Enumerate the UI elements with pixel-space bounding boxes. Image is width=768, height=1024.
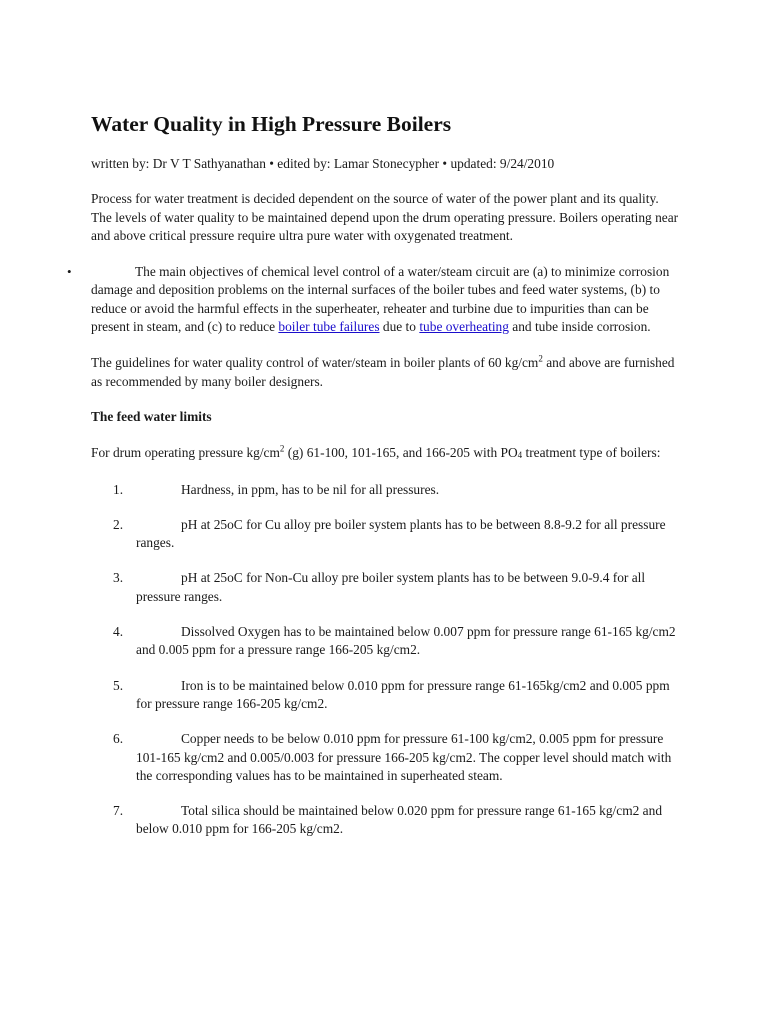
feed-water-limits-list: [91, 481, 681, 839]
list-item: [91, 730, 681, 785]
article-byline: written by: Dr V T Sathyanathan • edited by: Lamar Stonecypher • updated: 9/24/2010: [91, 156, 555, 171]
boiler-tube-failures-link[interactable]: boiler tube failures: [278, 319, 380, 335]
drum-text-middle: (g) 61-100, 101-165, and 166-205 with PO: [284, 445, 518, 461]
list-item-number: 3.: [113, 570, 124, 586]
tube-overheating-link[interactable]: tube overheating: [419, 319, 509, 335]
drum-text-after: treatment type of boilers:: [522, 445, 661, 461]
drum-superscript: 2: [279, 443, 285, 454]
list-item-text: Dissolved Oxygen has to be maintained below 0.007 ppm for pressure range 61-165 kg/cm2 and 0.005 ppm for a pressure range 166-205 kg/cm2.: [136, 624, 676, 658]
objectives-text: [91, 263, 681, 336]
list-item-number: 7.: [113, 803, 124, 819]
list-item-number: 4.: [113, 624, 124, 640]
list-item-number: 6.: [113, 731, 124, 747]
list-item-number: 1.: [113, 481, 124, 497]
list-item-text: Copper needs to be below 0.010 ppm for pressure 61-100 kg/cm2, 0.005 ppm for pressure 101-165 kg/cm2 and 0.005/0.003 for pressure 166-205 kg/cm2. The copper level should match with the corresponding values has to be maintained in superheated steam.: [136, 731, 672, 783]
guidelines-text-after: and above are furnished as recommended by many boiler designers.: [91, 355, 675, 389]
article-body: [67, 110, 681, 856]
article-title: Water Quality in High Pressure Boilers: [91, 112, 452, 136]
guidelines-paragraph: [91, 354, 681, 391]
objectives-bullet: [67, 263, 681, 336]
intro-paragraph: Process for water treatment is decided dependent on the source of water of the power plant and its quality. The levels of water quality to be maintained depend upon the drum operating pressure. Boilers operating near and above critical pressure require ultra pure water with oxygenated treatment.: [91, 191, 679, 243]
list-item-number: 5.: [113, 677, 124, 693]
feed-water-heading: The feed water limits: [91, 408, 212, 424]
list-item-text: pH at 25oC for Non-Cu alloy pre boiler system plants has to be between 9.0-9.4 for all pressure ranges.: [136, 570, 646, 604]
list-item-text: Hardness, in ppm, has to be nil for all pressures.: [181, 481, 440, 497]
guidelines-superscript: 2: [538, 353, 543, 364]
objectives-text-before: The main objectives of chemical level control of a water/steam circuit are (a) to minimize corrosion damage and deposition problems on the internal surfaces of the boiler tubes and feed water systems, (b) to reduce or avoid the harmful effects in the superheater, reheater and turbine due to impurities than can be present in steam, and (c) to reduce: [91, 264, 670, 335]
objectives-text-after: and tube inside corrosion.: [508, 319, 651, 335]
list-item-text: Total silica should be maintained below 0.020 ppm for pressure range 61-165 kg/cm2 and below 0.010 ppm for 166-205 kg/cm2.: [136, 803, 663, 837]
guidelines-text-before: The guidelines for water quality control of water/steam in boiler plants of 60 kg/cm: [91, 355, 539, 371]
list-item-number: 2.: [113, 516, 124, 532]
list-item: [91, 569, 681, 606]
drum-pressure-paragraph: [91, 444, 681, 462]
objectives-text-middle: due to: [379, 319, 420, 335]
list-item: [91, 516, 681, 553]
list-item: [91, 677, 681, 714]
list-item: [91, 802, 681, 839]
list-item: [91, 481, 681, 499]
drum-subscript: 4: [517, 450, 523, 461]
list-item: [91, 623, 681, 660]
bullet-icon: •: [67, 264, 72, 280]
drum-text-before: For drum operating pressure kg/cm: [91, 445, 280, 461]
list-item-text: pH at 25oC for Cu alloy pre boiler system plants has to be between 8.8-9.2 for all pressure ranges.: [136, 516, 666, 551]
list-item-text: Iron is to be maintained below 0.010 ppm for pressure range 61-165kg/cm2 and 0.005 ppm for pressure range 166-205 kg/cm2.: [136, 677, 670, 711]
